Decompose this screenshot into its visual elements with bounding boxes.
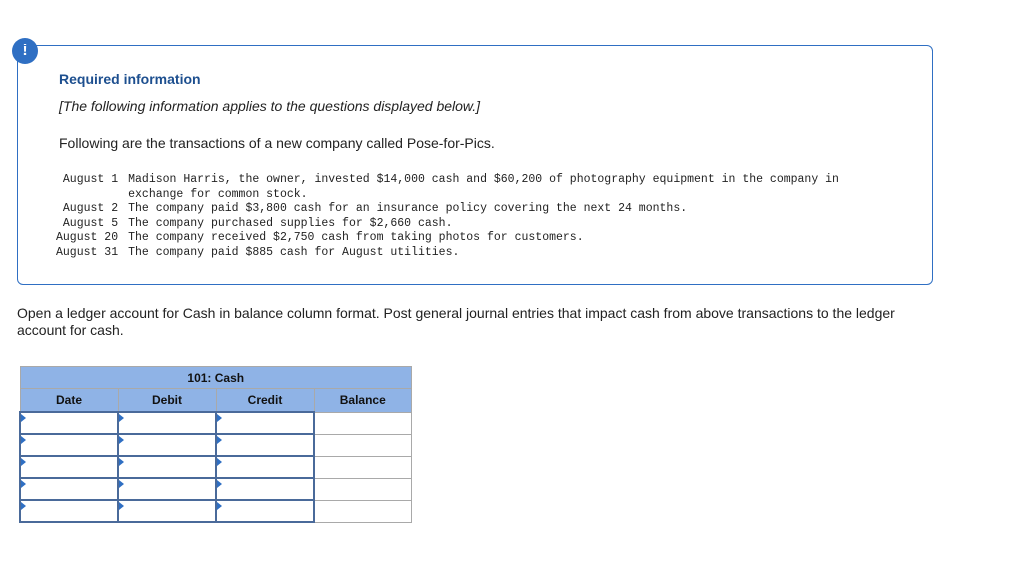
debit-cell[interactable] [118, 456, 216, 478]
column-header-credit: Credit [216, 389, 314, 413]
date-input[interactable] [21, 501, 117, 521]
transaction-row [56, 246, 848, 261]
credit-cell[interactable] [216, 412, 314, 434]
debit-cell[interactable] [118, 478, 216, 500]
exclamation-icon: ! [12, 38, 38, 64]
ledger-row [20, 478, 412, 500]
credit-input[interactable] [217, 457, 313, 477]
transaction-description: The company received $2,750 cash from taking photos for customers. [128, 231, 584, 245]
credit-cell[interactable] [216, 478, 314, 500]
transaction-description: The company paid $885 cash for August utilities. [128, 245, 460, 259]
date-cell[interactable] [20, 434, 118, 456]
transactions-table [56, 173, 848, 261]
credit-cell[interactable] [216, 500, 314, 522]
transaction-description: The company paid $3,800 cash for an insurance policy covering the next 24 months. [128, 202, 688, 216]
date-input[interactable] [21, 457, 117, 477]
credit-input[interactable] [217, 413, 313, 433]
debit-cell[interactable] [118, 500, 216, 522]
intro-text: Following are the transactions of a new company called Pose-for-Pics. [59, 135, 495, 151]
transaction-description: Madison Harris, the owner, invested $14,000 cash and $60,200 of photography equipment in the company in exchange for common stock. [128, 173, 839, 201]
debit-input[interactable] [119, 501, 215, 521]
date-input[interactable] [21, 413, 117, 433]
date-input[interactable] [21, 435, 117, 455]
date-cell[interactable] [20, 456, 118, 478]
balance-cell [314, 500, 412, 522]
column-header-balance: Balance [314, 389, 412, 413]
ledger-row [20, 456, 412, 478]
debit-cell[interactable] [118, 434, 216, 456]
credit-cell[interactable] [216, 456, 314, 478]
balance-cell [314, 478, 412, 500]
applies-note: [The following information applies to the questions displayed below.] [59, 98, 481, 114]
debit-input[interactable] [119, 479, 215, 499]
ledger-row [20, 412, 412, 434]
date-input[interactable] [21, 479, 117, 499]
column-header-debit: Debit [118, 389, 216, 413]
transaction-row [56, 202, 848, 217]
credit-input[interactable] [217, 479, 313, 499]
balance-cell [314, 434, 412, 456]
debit-input[interactable] [119, 457, 215, 477]
credit-cell[interactable] [216, 434, 314, 456]
ledger-row [20, 500, 412, 522]
transaction-date: August 20 [56, 231, 119, 245]
transaction-description: The company purchased supplies for $2,660 cash. [128, 216, 453, 230]
instructions-text: Open a ledger account for Cash in balance column format. Post general journal entries that impact cash from above transactions to the ledger account for cash. [17, 305, 895, 338]
balance-cell [314, 456, 412, 478]
transaction-row [56, 217, 848, 232]
transaction-row [56, 231, 848, 246]
column-header-date: Date [20, 389, 118, 413]
required-information-box [17, 45, 933, 285]
transaction-date: August 5 [62, 216, 119, 230]
transaction-row [56, 173, 848, 202]
balance-cell [314, 412, 412, 434]
debit-cell[interactable] [118, 412, 216, 434]
transaction-date: August 31 [56, 245, 119, 259]
credit-input[interactable] [217, 501, 313, 521]
date-cell[interactable] [20, 500, 118, 522]
date-cell[interactable] [20, 412, 118, 434]
ledger-row [20, 434, 412, 456]
debit-input[interactable] [119, 413, 215, 433]
ledger-account-title: 101: Cash [20, 367, 412, 389]
required-information-title: Required information [59, 71, 201, 87]
cash-ledger-table [19, 366, 412, 523]
debit-input[interactable] [119, 435, 215, 455]
date-cell[interactable] [20, 478, 118, 500]
ledger-title-row [20, 367, 412, 389]
ledger-header-row [20, 389, 412, 413]
credit-input[interactable] [217, 435, 313, 455]
transaction-date: August 1 [62, 173, 119, 186]
transaction-date: August 2 [62, 202, 119, 216]
